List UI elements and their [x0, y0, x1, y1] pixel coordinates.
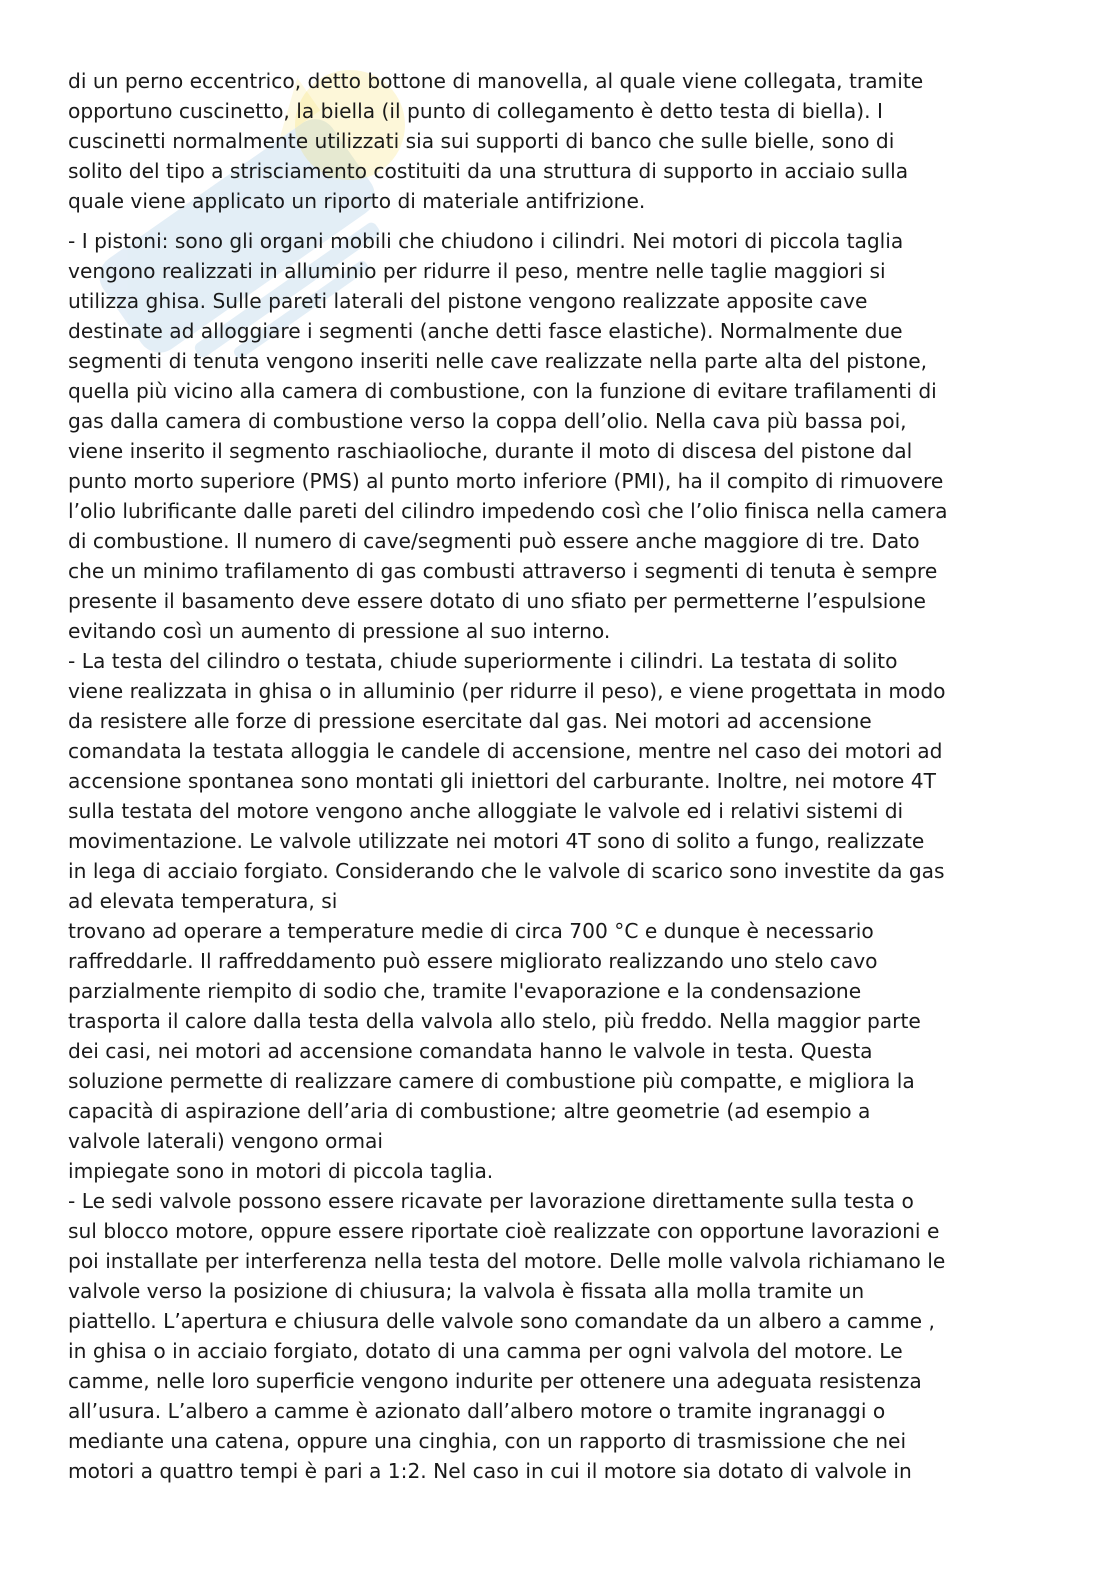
text-line: punto morto superiore (PMS) al punto morto inferiore (PMI), ha il compito di rimuovere: [68, 469, 944, 493]
text-line: destinate ad alloggiare i segmenti (anche detti fasce elastiche). Normalmente due: [68, 319, 903, 343]
body-text: [68, 66, 1058, 1486]
text-line: utilizza ghisa. Sulle pareti laterali del pistone vengono realizzate apposite cave: [68, 289, 868, 313]
paragraph: [68, 226, 1058, 1486]
text-line: accensione spontanea sono montati gli iniettori del carburante. Inoltre, nei motore 4T: [68, 769, 936, 793]
text-line: raffreddarle. Il raffreddamento può essere migliorato realizzando uno stelo cavo: [68, 949, 878, 973]
text-line: presente il basamento deve essere dotato di uno sfiato per permetterne l’espulsione: [68, 589, 926, 613]
text-line: capacità di aspirazione dell’aria di combustione; altre geometrie (ad esempio a: [68, 1099, 871, 1123]
text-line: trovano ad operare a temperature medie di circa 700 °C e dunque è necessario: [68, 919, 874, 943]
text-line: movimentazione. Le valvole utilizzate nei motori 4T sono di solito a fungo, realizzate: [68, 829, 925, 853]
text-line: - La testa del cilindro o testata, chiude superiormente i cilindri. La testata di solito: [68, 649, 898, 673]
text-line: piattello. L’apertura e chiusura delle valvole sono comandate da un albero a camme ,: [68, 1309, 935, 1333]
text-line: valvole laterali) vengono ormai: [68, 1129, 383, 1153]
text-line: impiegate sono in motori di piccola taglia.: [68, 1159, 494, 1183]
text-line: gas dalla camera di combustione verso la coppa dell’olio. Nella cava più bassa poi,: [68, 409, 907, 433]
text-line: all’usura. L’albero a camme è azionato dall’albero motore o tramite ingranaggi o: [68, 1399, 886, 1423]
text-line: - I pistoni: sono gli organi mobili che chiudono i cilindri. Nei motori di piccola taglia: [68, 229, 904, 253]
text-line: solito del tipo a strisciamento costituiti da una struttura di supporto in acciaio sulla: [68, 159, 909, 183]
text-line: comandata la testata alloggia le candele di accensione, mentre nel caso dei motori ad: [68, 739, 943, 763]
text-line: - Le sedi valvole possono essere ricavate per lavorazione direttamente sulla testa o: [68, 1189, 914, 1213]
paragraph-gap: [68, 216, 1058, 226]
text-line: viene realizzata in ghisa o in alluminio (per ridurre il peso), e viene progettata in modo: [68, 679, 946, 703]
text-line: dei casi, nei motori ad accensione comandata hanno le valvole in testa. Questa: [68, 1039, 873, 1063]
text-line: trasporta il calore dalla testa della valvola allo stelo, più freddo. Nella maggior parte: [68, 1009, 921, 1033]
text-line: quale viene applicato un riporto di materiale antifrizione.: [68, 189, 646, 213]
text-line: in lega di acciaio forgiato. Considerando che le valvole di scarico sono investite da gas: [68, 859, 945, 883]
text-line: evitando così un aumento di pressione al suo interno.: [68, 619, 611, 643]
text-line: cuscinetti normalmente utilizzati sia sui supporti di banco che sulle bielle, sono di: [68, 129, 895, 153]
text-line: in ghisa o in acciaio forgiato, dotato di una camma per ogni valvola del motore. Le: [68, 1339, 903, 1363]
text-line: parzialmente riempito di sodio che, tramite l'evaporazione e la condensazione: [68, 979, 862, 1003]
text-line: da resistere alle forze di pressione esercitate dal gas. Nei motori ad accensione: [68, 709, 872, 733]
text-line: camme, nelle loro superficie vengono indurite per ottenere una adeguata resistenza: [68, 1369, 922, 1393]
text-line: vengono realizzati in alluminio per ridurre il peso, mentre nelle taglie maggiori si: [68, 259, 886, 283]
text-line: ad elevata temperatura, si: [68, 889, 338, 913]
text-line: viene inserito il segmento raschiaolioche, durante il moto di discesa del pistone dal: [68, 439, 913, 463]
paragraph: [68, 66, 1058, 216]
text-line: opportuno cuscinetto, la biella (il punto di collegamento è detto testa di biella). I: [68, 99, 883, 123]
text-line: motori a quattro tempi è pari a 1:2. Nel caso in cui il motore sia dotato di valvole in: [68, 1459, 912, 1483]
text-line: quella più vicino alla camera di combustione, con la funzione di evitare trafilamenti di: [68, 379, 937, 403]
text-line: di combustione. Il numero di cave/segmenti può essere anche maggiore di tre. Dato: [68, 529, 920, 553]
text-line: sul blocco motore, oppure essere riportate cioè realizzate con opportune lavorazioni e: [68, 1219, 940, 1243]
text-line: soluzione permette di realizzare camere di combustione più compatte, e migliora la: [68, 1069, 915, 1093]
text-line: di un perno eccentrico, detto bottone di manovella, al quale viene collegata, tramite: [68, 69, 924, 93]
text-line: che un minimo trafilamento di gas combusti attraverso i segmenti di tenuta è sempre: [68, 559, 938, 583]
text-line: segmenti di tenuta vengono inseriti nelle cave realizzate nella parte alta del pistone,: [68, 349, 928, 373]
text-line: mediante una catena, oppure una cinghia, con un rapporto di trasmissione che nei: [68, 1429, 907, 1453]
text-line: valvole verso la posizione di chiusura; la valvola è fissata alla molla tramite un: [68, 1279, 865, 1303]
text-line: l’olio lubrificante dalle pareti del cilindro impedendo così che l’olio finisca nella camera: [68, 499, 948, 523]
text-line: poi installate per interferenza nella testa del motore. Delle molle valvola richiamano le: [68, 1249, 946, 1273]
text-line: sulla testata del motore vengono anche alloggiate le valvole ed i relativi sistemi di: [68, 799, 904, 823]
